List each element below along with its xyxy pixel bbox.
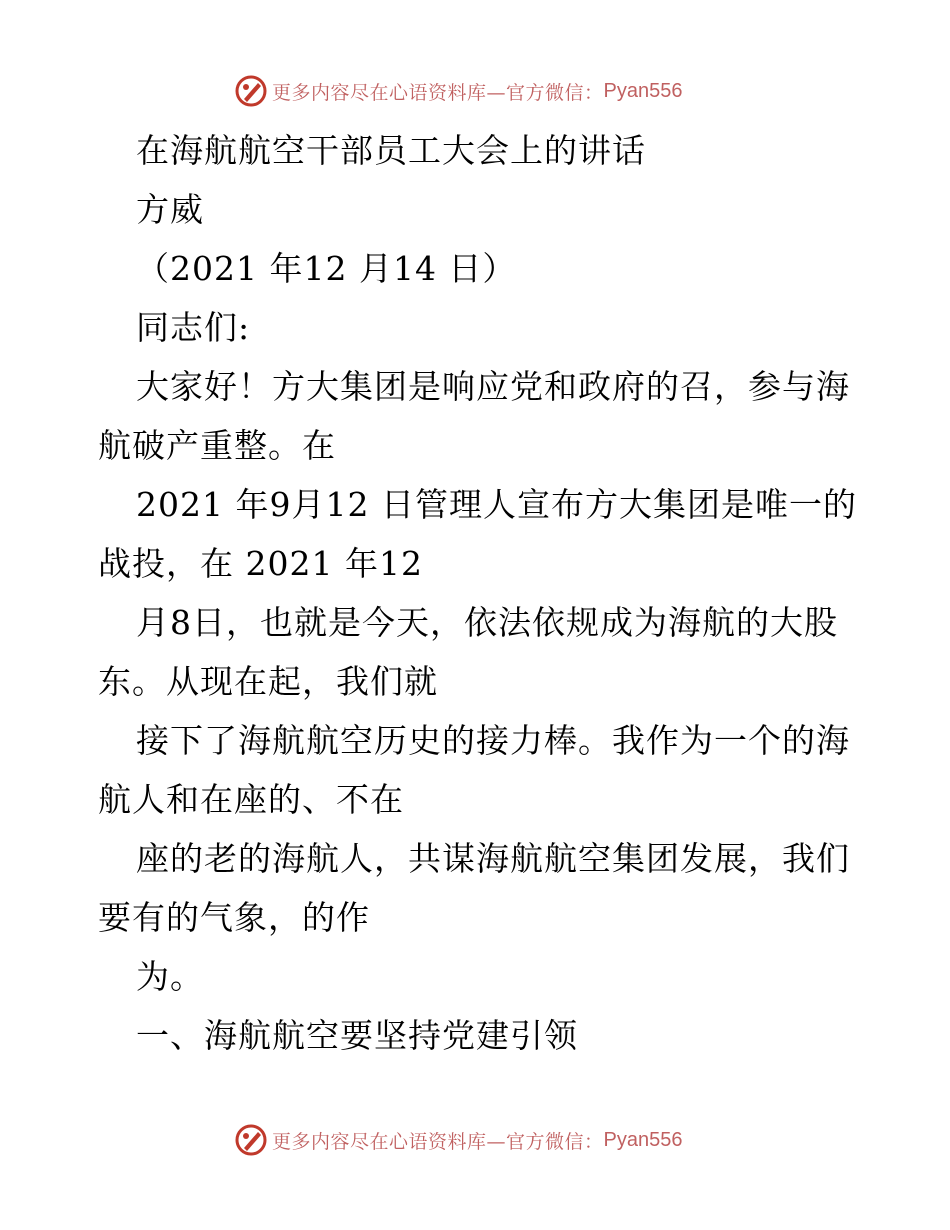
- text-line: 大家好！方大集团是响应党和政府的召，参与海: [136, 367, 850, 406]
- watermark-id: Pyan556: [603, 1128, 683, 1151]
- document-body: [98, 121, 858, 1065]
- text-line: 一、海航航空要坚持党建引领: [136, 1016, 578, 1055]
- watermark-footer: [234, 1123, 682, 1157]
- watermark-text: 更多内容尽在心语资料库—官方微信：: [272, 81, 604, 104]
- text-line: 航人和在座的、不在: [98, 780, 404, 819]
- text-line: 接下了海航航空历史的接力棒。我作为一个的海: [136, 721, 850, 760]
- pen-logo-icon: [234, 74, 268, 108]
- watermark-id: Pyan556: [603, 79, 683, 102]
- text-line: 要有的气象，的作: [98, 898, 370, 937]
- text-line: （2021 年12 月14 日）: [136, 249, 517, 288]
- pen-logo-icon: [234, 1123, 268, 1157]
- text-line: 在海航航空干部员工大会上的讲话: [136, 131, 646, 170]
- text-line: 方威: [136, 190, 204, 229]
- text-line: 东。从现在起，我们就: [98, 662, 438, 701]
- text-line: 座的老的海航人，共谋海航航空集团发展，我们: [136, 839, 850, 878]
- text-line: 月8日，也就是今天，依法依规成为海航的大股: [136, 603, 838, 642]
- text-line: 2021 年9月12 日管理人宣布方大集团是唯一的: [136, 485, 857, 524]
- text-line: 航破产重整。在: [98, 426, 336, 465]
- text-line: 战投，在 2021 年12: [98, 544, 423, 583]
- text-line: 为。: [136, 957, 204, 996]
- watermark-header: [234, 74, 682, 108]
- text-line: 同志们:: [136, 308, 251, 347]
- watermark-text: 更多内容尽在心语资料库—官方微信：: [272, 1130, 604, 1153]
